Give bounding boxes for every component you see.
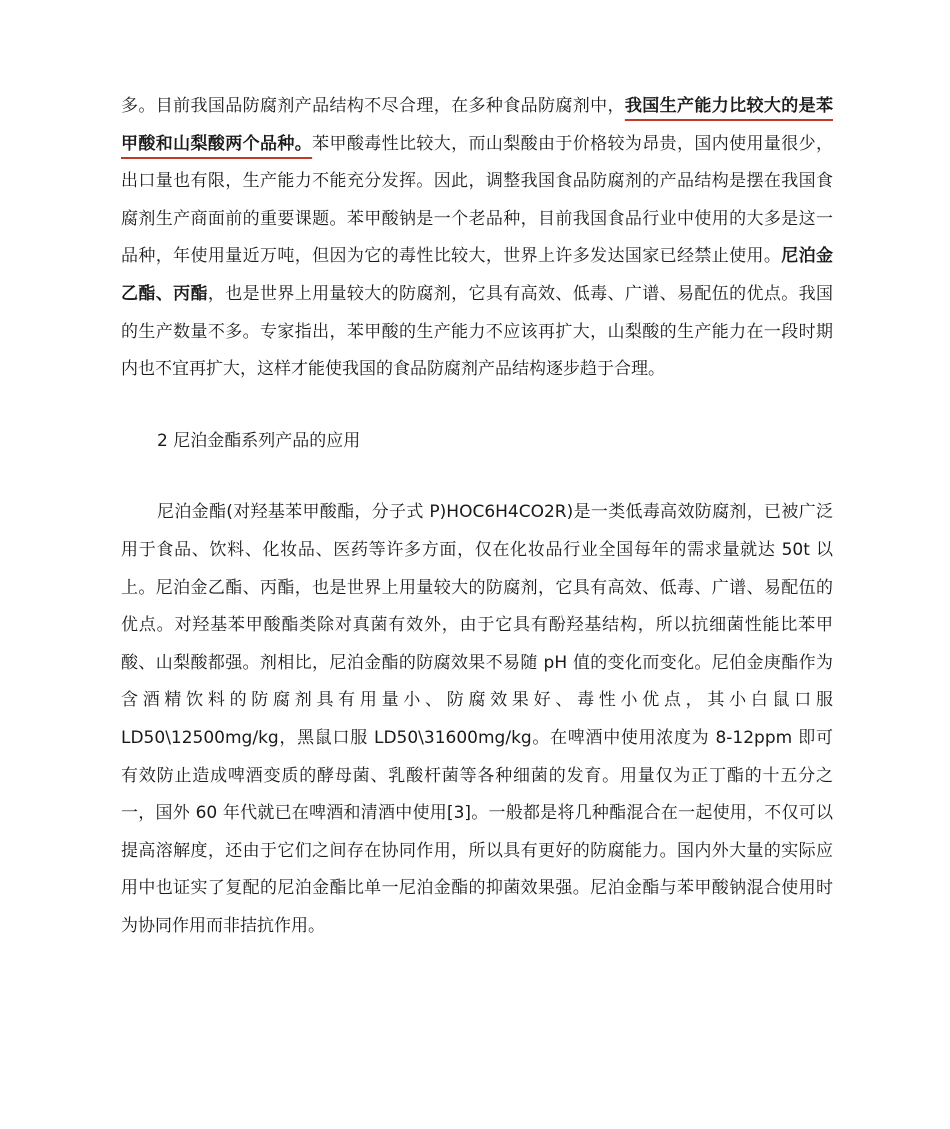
highlighted-production-capacity: 我国生产能力比较大的是苯甲酸和山梨酸两个品种。 (121, 96, 833, 154)
paragraph-preservative-structure (121, 88, 833, 389)
spacer (121, 389, 833, 423)
spacer (121, 460, 833, 494)
document-page (121, 88, 833, 945)
section-heading: 2 尼泊金酯系列产品的应用 (157, 430, 361, 451)
paragraph1-text-2: 苯甲酸毒性比较大，而山梨酸由于价格较为昂贵，国内使用量很少，出口量也有限，生产能力不能充分发挥。因此，调整我国食品防腐剂的产品结构是摆在我国食腐剂生产商面前的重要课题。苯甲酸钠是一个老品种，目前我国食品行业中使用的大多是这一品种，年使用量近万吨，但因为它的毒性比较大，世界上许多发达国家已经禁止使用。 (121, 133, 833, 267)
paragraph-paraben-application: 尼泊金酯(对羟基苯甲酸酯，分子式 P)HOC6H4CO2R)是一类低毒高效防腐剂，已被广泛用于食品、饮料、化妆品、医药等许多方面，仅在化妆品行业全国每年的需求量就达 50t 以上。尼泊金乙酯、丙酯，也是世界上用量较大的防腐剂，它具有高效、低毒、广谱、易配伍的优点。对羟基苯甲酸酯类除对真菌有效外，由于它具有酚羟基结构，所以抗细菌性能比苯甲酸、山梨酸都强。剂相比，尼泊金酯的防腐效果不易随 pH 值的变化而变化。尼伯金庚酯作为含酒精饮料的防腐剂具有用量小、防腐效果好、毒性小优点，其小白鼠口服 LD50\12500mg/kg，黑鼠口服 LD50\31600mg/kg。在啤酒中使用浓度为 8-12ppm 即可有效防止造成啤酒变质的酵母菌、乳酸杆菌等各种细菌的发育。用量仅为正丁酯的十五分之一，国外 60 年代就已在啤酒和清酒中使用[3]。一般都是将几种酯混合在一起使用，不仅可以提高溶解度，还由于它们之间存在协同作用，所以具有更好的防腐能力。国内外大量的实际应用中也证实了复配的尼泊金酯比单一尼泊金酯的抑菌效果强。尼泊金酯与苯甲酸钠混合使用时为协同作用而非拮抗作用。 (121, 502, 833, 936)
paragraph1-text-3: ，也是世界上用量较大的防腐剂，它具有高效、低毒、广谱、易配伍的优点。我国的生产数量不多。专家指出，苯甲酸的生产能力不应该再扩大，山梨酸的生产能力在一段时期内也不宜再扩大，这样才能使我国的食品防腐剂产品结构逐步趋于合理。 (121, 283, 833, 380)
paragraph1-text-1: 多。目前我国品防腐剂产品结构不尽合理，在多种食品防腐剂中， (121, 96, 625, 116)
bold-paraben-esters: 尼泊金乙酯、丙酯 (121, 246, 833, 304)
